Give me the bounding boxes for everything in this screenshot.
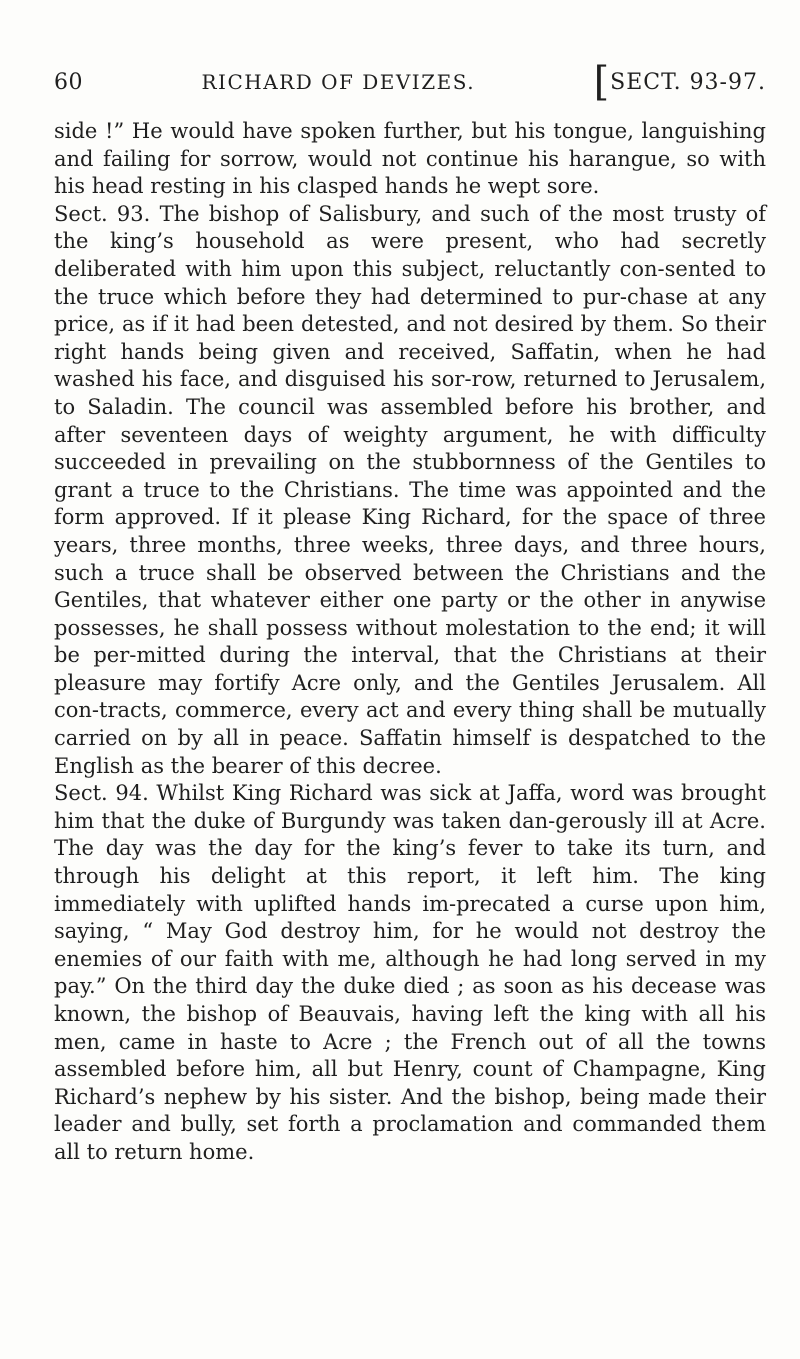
paragraph-sect-94: Sect. 94. Whilst King Richard was sick at Jaffa, word was brought him that the duke of Burgundy was taken dan-gerously ill at Acre. The day was the day for the king’s fever to take its turn, and through his delight at this report, it left him. The king immediately with uplifted hands im-precated a curse upon him, saying, “ May God destroy him, for he would not destroy the enemies of our faith with me, although he had long served in my pay.” On the third day the duke died ; as soon as his decease was known, the bishop of Beauvais, having left the king with all his men, came in haste to Acre ; the French out of all the towns assembled before him, all but Henry, count of Champagne, King Richard’s nephew by his sister. And the bishop, being made their leader and bully, set forth a proclamation and commanded them all to return home. xyxy=(54,781,766,1164)
paragraph-sect-93: Sect. 93. The bishop of Salisbury, and such of the most trusty of the king’s household as were present, who had secretly deliberated with him upon this subject, reluctantly con-sented to the truce which before they had determined to pur-chase at any price, as if it had been detested, and not desired by them. So their right hands being given and received, Saffatin, when he had washed his face, and disguised his sor-row, returned to Jerusalem, to Saladin. The council was assembled before his brother, and after seventeen days of weighty argument, he with difficulty succeeded in prevailing on the stubbornness of the Gentiles to grant a truce to the Christians. The time was appointed and the form approved. If it please King Richard, for the space of three years, three months, three weeks, three days, and three hours, such a truce shall be observed between the Christians and the Gentiles, that whatever either one party or the other in anywise possesses, he shall possess without molestation to the end; it will be per-mitted during the interval, that the Christians at their pleasure may fortify Acre only, and the Gentiles Jerusalem. All con-tracts, commerce, every act and every thing shall be mutually carried on by all in peace. Saffatin himself is despatched to the English as the bearer of this decree. xyxy=(54,201,766,778)
page-number: 60 xyxy=(54,70,83,95)
section-range xyxy=(593,59,766,105)
section-bracket: [ xyxy=(593,59,611,105)
body-text xyxy=(54,118,766,1167)
running-head xyxy=(54,59,766,110)
paragraph-continuation: side !” He would have spoken further, but his tongue, languishing and failing for sorrow, would not continue his harangue, so with his head resting in his clasped hands he wept sore. xyxy=(54,119,766,199)
running-title: RICHARD OF DEVIZES. xyxy=(201,70,476,94)
section-label: SECT. 93-97. xyxy=(610,70,766,95)
book-page xyxy=(54,59,766,1167)
